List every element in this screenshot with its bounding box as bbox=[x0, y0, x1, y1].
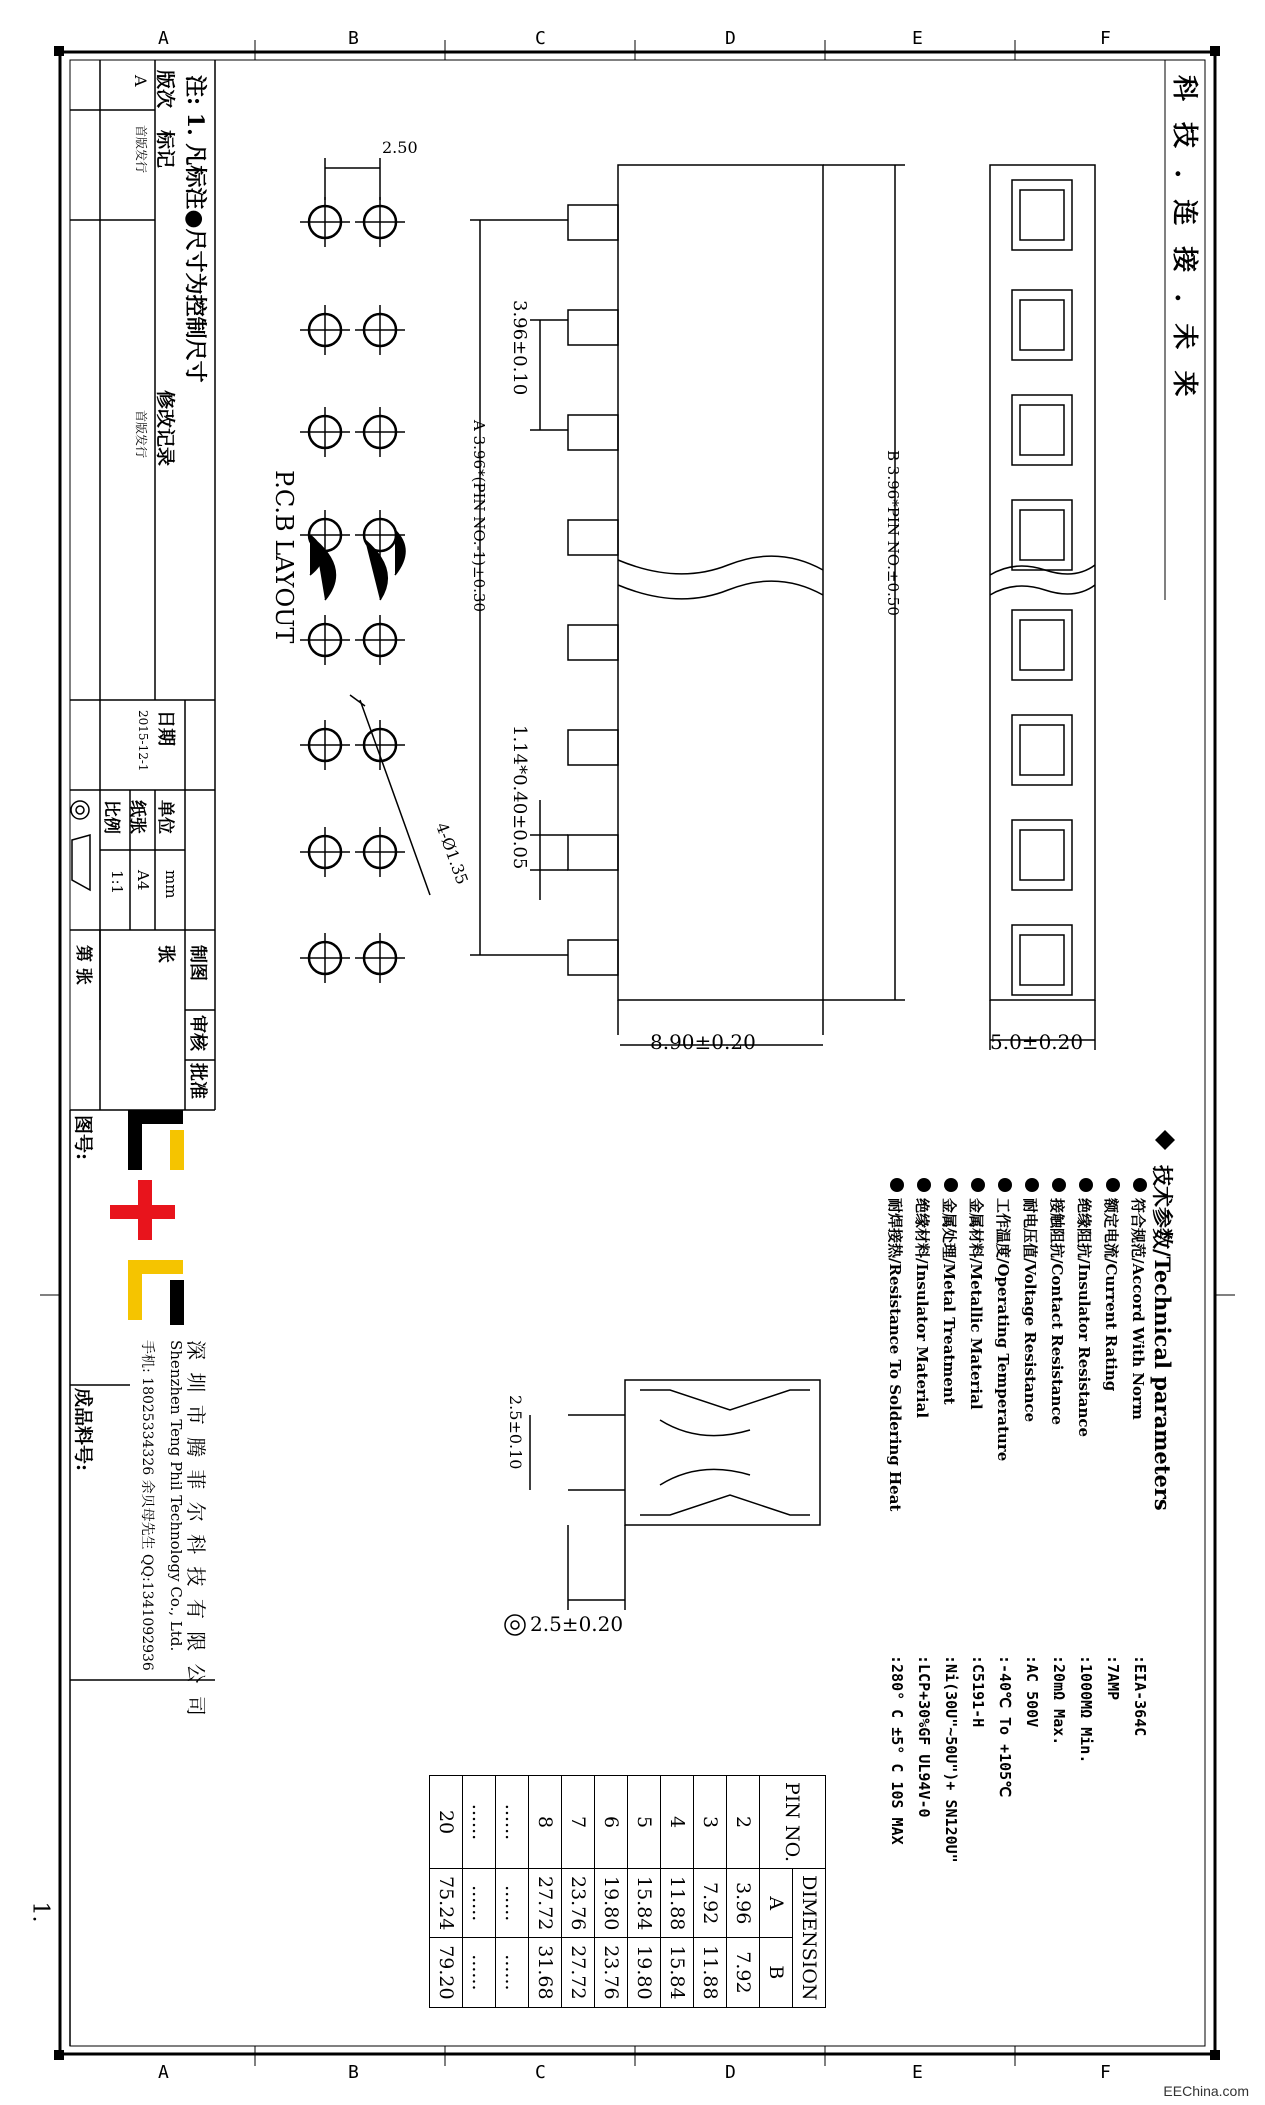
param-label: 额定电流/Current Rating bbox=[1102, 1198, 1120, 1392]
section-height-dim: 2.5±0.10 bbox=[506, 1395, 525, 1470]
param-label: 符合规范/Accord With Norm bbox=[1129, 1198, 1147, 1420]
table-row: 7 23.76 27.72 bbox=[562, 1776, 595, 2008]
drawing-no-label: 图号: bbox=[72, 1115, 94, 1161]
table-subheader-a: A bbox=[760, 1869, 793, 1938]
approve-label-approve: 批准 bbox=[187, 1063, 208, 1099]
table-row: 4 11.88 15.84 bbox=[661, 1776, 694, 2008]
param-value: :7AMP bbox=[1104, 1655, 1122, 1701]
rev-row-mark: 首版发行 bbox=[134, 125, 148, 174]
rev-row-version: A bbox=[131, 75, 150, 87]
param-label: 工作温度/Operating Temperature bbox=[994, 1198, 1012, 1462]
param-label: 金属材料/Metallic Material bbox=[967, 1198, 985, 1410]
side-pin-size: 1.14*0.40±0.05 bbox=[509, 725, 530, 870]
param-bullets bbox=[890, 1130, 1175, 1192]
param-value: :LCP+30%GF UL94V-0 bbox=[915, 1655, 933, 1818]
table-row: ...... ...... ...... bbox=[496, 1776, 529, 2008]
param-value: :AC 500V bbox=[1023, 1655, 1041, 1728]
date-label: 日期 bbox=[155, 710, 176, 746]
rev-header-version: 版次 bbox=[154, 70, 176, 109]
param-label: 金属处理/Metal Treatment bbox=[940, 1198, 958, 1405]
table-row: 2 3.96 7.92 bbox=[727, 1776, 760, 2008]
side-view bbox=[470, 165, 905, 1045]
param-value: :Ni(30U"~50U")+ SN120U" bbox=[942, 1655, 960, 1863]
watermark: EEChina.com bbox=[1163, 2083, 1249, 2099]
paper-label: 纸张 bbox=[127, 800, 147, 834]
rev-header-mark: 标记 bbox=[154, 130, 176, 169]
part-no-label: 成品料号: bbox=[72, 1388, 94, 1472]
table-row: ...... ...... ...... bbox=[463, 1776, 496, 2008]
param-value: :-40℃ To +105℃ bbox=[996, 1655, 1014, 1798]
company-name-cn: 深 圳 市 腾 菲 尔 科 技 有 限 公 司 bbox=[184, 1340, 208, 1719]
section-view bbox=[505, 1380, 820, 1635]
company-logo bbox=[110, 1110, 184, 1325]
table-row: 8 27.72 31.68 bbox=[529, 1776, 562, 2008]
company-name-en: Shenzhen Teng Phil Technology Co., Ltd. bbox=[167, 1340, 185, 1652]
section-width-dim: 2.5±0.20 bbox=[530, 1612, 624, 1636]
grid-letters-top: A B C D E F bbox=[158, 28, 1111, 49]
side-pitch-dim: 3.96±0.10 bbox=[509, 300, 530, 396]
grid-letters-bottom: A B C D E F bbox=[158, 2062, 1111, 2083]
param-value: :EIA-364C bbox=[1131, 1655, 1149, 1737]
dimension-table bbox=[429, 1775, 826, 2008]
table-header-pin: PIN NO. bbox=[760, 1776, 826, 1869]
param-label: 耐焊接热/Resistance To Soldering Heat bbox=[886, 1198, 904, 1512]
rev-header-record: 修改记录 bbox=[154, 390, 176, 467]
pcb-pitch: 2.50 bbox=[382, 138, 418, 157]
sheet-of-label: 第 张 bbox=[73, 945, 93, 985]
approve-label-draw: 制图 bbox=[187, 945, 208, 981]
param-label: 绝缘阻抗/Insulator Resistance bbox=[1075, 1198, 1093, 1438]
tech-params-title: 技术参数/Technical parameters bbox=[1150, 1165, 1175, 1511]
unit-label: 单位 bbox=[155, 800, 175, 834]
table-header-dimension: DIMENSION bbox=[793, 1869, 826, 2007]
scale-label: 比例 bbox=[101, 800, 121, 834]
pcb-hole-dim: 4-Ø1.35 bbox=[432, 820, 473, 887]
param-value: :280° C ±5° C 10S MAX bbox=[888, 1655, 906, 1845]
table-subheader-b: B bbox=[760, 1938, 793, 2007]
side-dim-b: B 3.96*PIN NO.±0.50 bbox=[884, 450, 902, 616]
date-value: 2015-12-1 bbox=[136, 710, 150, 772]
table-row: 5 15.84 19.80 bbox=[628, 1776, 661, 2008]
slogan: 科 技 . 连 接 . 未 来 bbox=[1169, 75, 1199, 403]
param-label: 耐电压值/Voltage Resistance bbox=[1021, 1198, 1039, 1423]
table-row: 20 75.24 79.20 bbox=[430, 1776, 463, 2008]
unit-value: mm bbox=[162, 870, 180, 899]
pcb-title: P.C.B LAYOUT bbox=[270, 470, 298, 644]
side-height-dim: 8.90±0.20 bbox=[650, 1030, 756, 1054]
drawing-note: 注: 1. 凡标注●尺寸为控制尺寸 bbox=[182, 75, 208, 383]
param-label: 接触阻抗/Contact Resistance bbox=[1048, 1198, 1066, 1426]
projection-symbol bbox=[71, 801, 90, 890]
scale-value: 1:1 bbox=[108, 870, 126, 895]
top-view bbox=[990, 165, 1095, 1050]
sheet-mark: 1. bbox=[27, 1901, 53, 1923]
table-row: 3 7.92 11.88 bbox=[694, 1776, 727, 2008]
param-value: :C5191-H bbox=[969, 1655, 987, 1728]
paper-value: A4 bbox=[134, 870, 152, 891]
company-contact: 手机: 18025334326 余贝母先生 QQ:1341092936 bbox=[139, 1340, 155, 1671]
param-value: :20mΩ Max. bbox=[1050, 1655, 1068, 1746]
approve-label-check: 审核 bbox=[187, 1015, 208, 1051]
param-value: :1000MΩ Min. bbox=[1077, 1655, 1095, 1764]
param-label: 绝缘材料/Insulator Material bbox=[913, 1198, 931, 1419]
side-dim-a: A 3.96*(PIN NO.-1)±0.30 bbox=[470, 420, 488, 613]
top-width-dim: 5.0±0.20 bbox=[990, 1030, 1084, 1054]
table-row: 6 19.80 23.76 bbox=[595, 1776, 628, 2008]
sheets-label: 张 bbox=[155, 945, 176, 963]
rev-row-record: 首版发行 bbox=[134, 410, 148, 459]
